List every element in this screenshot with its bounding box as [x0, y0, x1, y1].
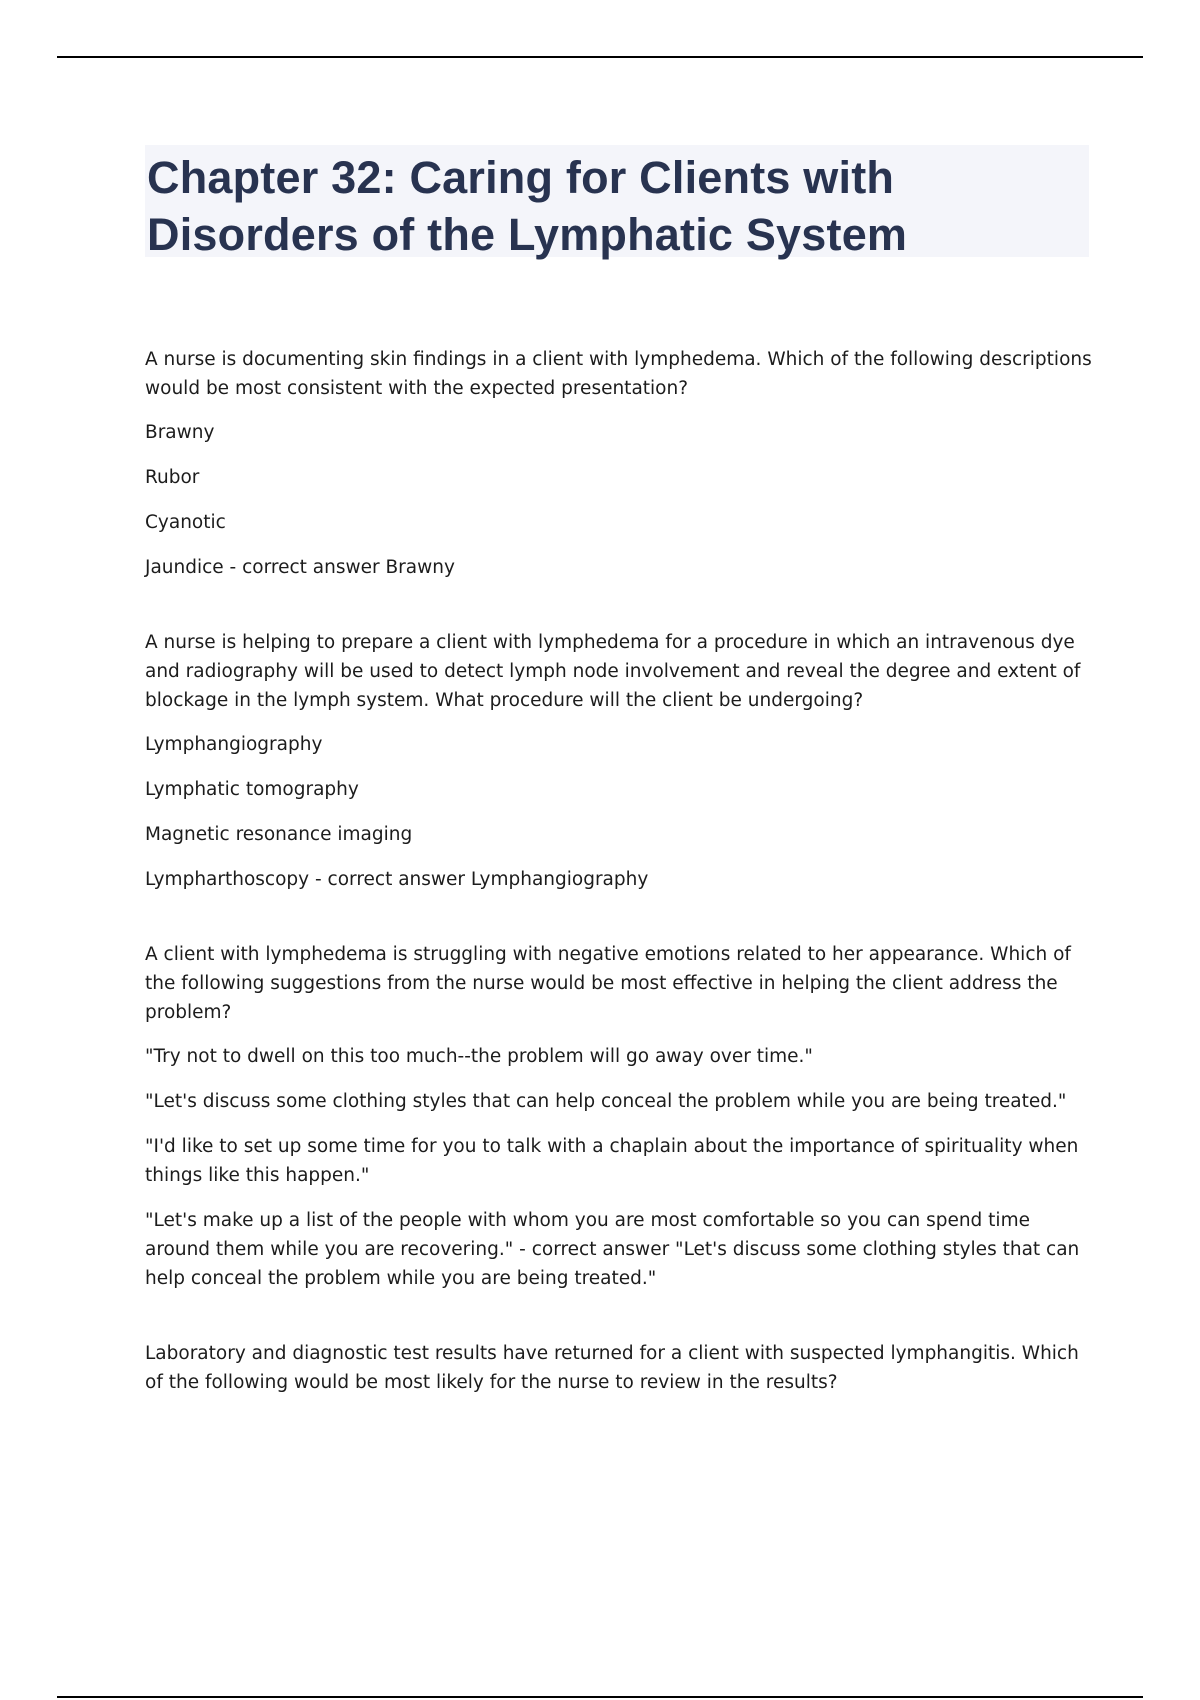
question-text: Laboratory and diagnostic test results have returned for a client with suspected lymphangitis. Which of the following would be most likely for the nurse to review in the results?	[145, 1343, 1079, 1393]
question-text: A nurse is helping to prepare a client with lymphedema for a procedure in which an intravenous dye and radiography will be used to detect lymph node involvement and reveal the degree and extent of blockage in the lymph system. What procedure will the client be undergoing?	[145, 632, 1081, 711]
answer-option: Lymphangiography	[145, 734, 323, 755]
answer-option: "Let's discuss some clothing styles that can help conceal the problem while you are being treated."	[145, 1091, 1067, 1112]
question-block	[145, 345, 1095, 582]
answer-option: Cyanotic	[145, 512, 226, 533]
question-block	[145, 940, 1095, 1293]
answer-option: "I'd like to set up some time for you to talk with a chaplain about the importance of spirituality when things like this happen."	[145, 1136, 1079, 1186]
question-text: A nurse is documenting skin findings in a client with lymphedema. Which of the following descriptions would be most consistent with the expected presentation?	[145, 349, 1092, 399]
answer-option: Magnetic resonance imaging	[145, 824, 413, 845]
bottom-rule	[57, 1696, 1143, 1698]
answer-option: Lymphatic tomography	[145, 779, 359, 800]
answer-option: Brawny	[145, 422, 215, 443]
answer-option: Jaundice - correct answer Brawny	[145, 557, 455, 578]
question-text: A client with lymphedema is struggling with negative emotions related to her appearance. Which of the following suggestions from the nurse would be most effective in helping the client address the problem?	[145, 944, 1071, 1023]
answer-option: Rubor	[145, 467, 200, 488]
question-list	[145, 345, 1095, 1412]
question-block	[145, 628, 1095, 894]
page-title: Chapter 32: Caring for Clients with Disorders of the Lymphatic System	[147, 152, 908, 260]
top-rule	[57, 56, 1143, 58]
question-block	[145, 1339, 1095, 1397]
title-banner	[145, 145, 1089, 260]
answer-option: "Try not to dwell on this too much--the problem will go away over time."	[145, 1046, 813, 1067]
answer-option: Lympharthoscopy - correct answer Lymphangiography	[145, 869, 649, 890]
answer-option: "Let's make up a list of the people with whom you are most comfortable so you can spend time around them while you are recovering." - correct answer "Let's discuss some clothing styles that can help conceal the problem while you are being treated."	[145, 1210, 1080, 1289]
